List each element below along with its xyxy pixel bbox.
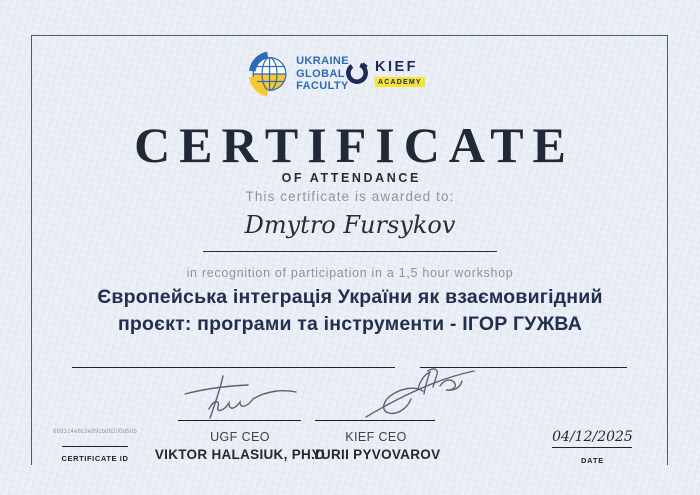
certificate-title: CERTIFICATE bbox=[134, 117, 575, 173]
signatory-block-kief bbox=[276, 430, 476, 462]
ugf-logo-line: GLOBAL bbox=[296, 67, 345, 80]
signatory-role: UGF CEO bbox=[210, 430, 270, 444]
date-value: 04/12/2025 bbox=[552, 429, 633, 445]
signature-viktor-halasiuk bbox=[182, 373, 332, 421]
signature-line-left bbox=[178, 420, 301, 421]
ukraine-global-faculty-logo bbox=[249, 51, 349, 97]
workshop-title-line: проєкт: програми та інструменти - ІГОР ГУЖВА bbox=[117, 313, 583, 335]
signature-line-right bbox=[315, 420, 435, 421]
signatory-name: YURII PYVOVAROV bbox=[311, 447, 441, 462]
divider-line-left bbox=[72, 367, 395, 368]
signatory-role: KIEF CEO bbox=[345, 430, 407, 444]
workshop-title bbox=[0, 284, 700, 338]
ugf-logo-line: FACULTY bbox=[296, 80, 349, 93]
recognition-text: in recognition of participation in a 1,5 hour workshop bbox=[186, 266, 514, 280]
kief-ring-icon bbox=[344, 60, 370, 86]
kief-academy-logo bbox=[344, 60, 425, 87]
recipient-name: Dmytro Fursykov bbox=[244, 211, 456, 239]
awarded-to-label: This certificate is awarded to: bbox=[245, 189, 455, 204]
workshop-title-line: Європейська інтеграція України як взаємовигідний bbox=[97, 286, 603, 308]
certificate-subtitle: OF ATTENDANCE bbox=[281, 171, 421, 185]
date-line bbox=[552, 447, 632, 448]
kief-logo-text bbox=[375, 60, 425, 87]
decorative-frame bbox=[31, 35, 668, 465]
date-label: DATE bbox=[580, 456, 605, 465]
recipient-underline bbox=[203, 251, 497, 252]
certificate-id-line bbox=[62, 446, 128, 447]
signatory-name: VIKTOR HALASIUK, PH.D bbox=[154, 447, 326, 462]
kief-logo-name: KIEF bbox=[375, 59, 419, 75]
kief-academy-badge: ACADEMY bbox=[375, 77, 425, 87]
globe-ukraine-icon bbox=[249, 51, 290, 97]
certificate-id-label: CERTIFICATE ID bbox=[61, 454, 129, 463]
certificate-id-value: 6931c4e8c3e99cbd6200d50b bbox=[53, 429, 137, 435]
ugf-logo-line: UKRAINE bbox=[296, 55, 349, 68]
ugf-logo-text bbox=[296, 55, 349, 93]
signature-yurii-pyvovarov bbox=[356, 366, 481, 421]
